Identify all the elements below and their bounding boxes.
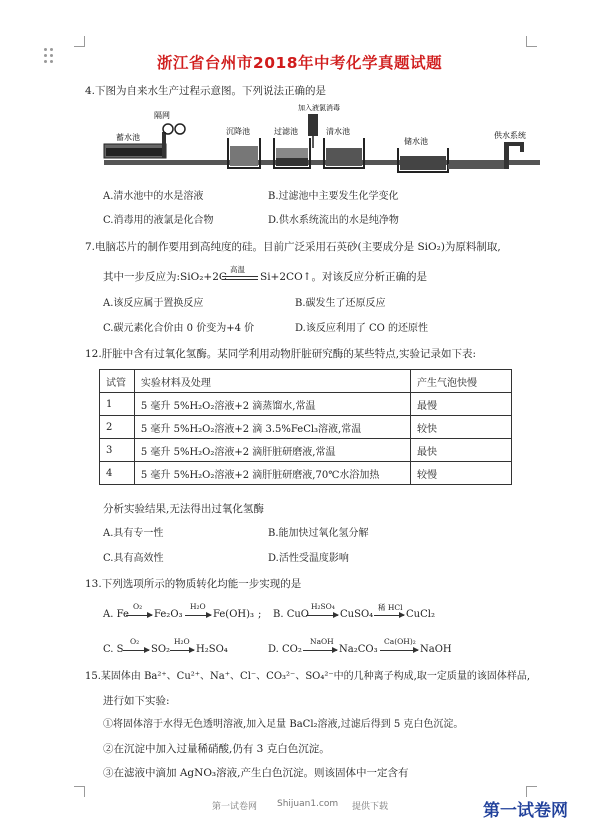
q12-stem: 12.肝脏中含有过氧化氢酶。某同学利用动物肝脏研究酶的某些特点,实验记录如下表: xyxy=(85,348,477,360)
table-cell: 5 毫升 5%H₂O₂溶液+2 滴蒸馏水,常温 xyxy=(134,393,410,416)
table-cell: 5 毫升 5%H₂O₂溶液+2 滴肝脏研磨液,70℃水浴加热 xyxy=(134,462,410,485)
label-chlorine: 加入液氯消毒 xyxy=(298,104,340,112)
q7-equals-line-top xyxy=(222,276,258,277)
table-header: 试管 xyxy=(100,370,135,393)
q13-c-start: C. S xyxy=(103,644,124,655)
q4-option-c: C.消毒用的液氯是化合物 xyxy=(103,215,214,226)
arrow-icon xyxy=(380,650,418,651)
water-treatment-diagram xyxy=(102,104,542,182)
q7-reaction-suffix: Si+2CO↑。对该反应分析正确的是 xyxy=(260,271,427,283)
footer-right: 提供下载 xyxy=(352,802,389,812)
q4-option-d: D.供水系统流出的水是纯净物 xyxy=(268,215,399,226)
q13-d-mid: Na₂CO₃ xyxy=(339,644,378,655)
margin-mark-bottom-left xyxy=(74,786,85,797)
q13-b-mid: CuSO₄ xyxy=(340,609,374,620)
table-row xyxy=(100,439,512,462)
q12-analysis: 分析实验结果,无法得出过氧化氢酶 xyxy=(103,503,264,515)
table-cell: 最快 xyxy=(411,439,512,462)
q13-d-start: D. CO₂ xyxy=(268,644,302,655)
q13-a-cond2: H₂O xyxy=(190,602,206,611)
label-filter: 过滤池 xyxy=(274,127,298,136)
q7-option-b: B.碳发生了还原反应 xyxy=(295,298,386,309)
label-supply: 供水系统 xyxy=(494,131,526,140)
arrow-icon xyxy=(123,650,149,651)
q12-option-d: D.活性受温度影响 xyxy=(268,553,349,564)
q7-stem: 7.电脑芯片的制作要用到高纯度的硅。目前广泛采用石英砂(主要成分是 SiO₂)为原料制取, xyxy=(85,241,501,253)
table-cell: 最慢 xyxy=(411,393,512,416)
q13-d-cond2: Ca(OH)₂ xyxy=(384,637,416,646)
q13-b-cond2: 稀 HCl xyxy=(378,603,403,612)
label-storage: 储水池 xyxy=(404,137,428,146)
label-reservoir: 蓄水池 xyxy=(116,133,140,142)
q13-c-cond2: H₂O xyxy=(174,637,190,646)
q15-step2: ②在沉淀中加入过量稀硝酸,仍有 3 克白色沉淀。 xyxy=(103,743,330,755)
q13-a-mid: Fe₂O₃ xyxy=(154,609,183,620)
table-row xyxy=(100,462,512,485)
q7-reaction-prefix: 其中一步反应为:SiO₂+2C xyxy=(103,271,227,283)
table-cell: 1 xyxy=(100,393,135,416)
q13-b-start: B. CuO xyxy=(273,609,309,620)
q13-a-start: A. Fe xyxy=(103,609,129,620)
q7-reaction-condition: 高温 xyxy=(230,265,245,274)
q15-step3: ③在滤液中滴加 AgNO₃溶液,产生白色沉淀。则该固体中一定含有 xyxy=(103,767,409,779)
q13-a-cond1: O₂ xyxy=(133,602,143,611)
table-row xyxy=(100,393,512,416)
q13-b-cond1: H₂SO₄ xyxy=(311,602,335,611)
q15-step1: ①将固体溶于水得无色透明溶液,加入足量 BaCl₂溶液,过滤后得到 5 克白色沉淀。 xyxy=(103,719,464,730)
arrow-icon xyxy=(306,615,338,616)
q7-equals-line-bottom xyxy=(222,279,258,280)
q15-line2: 进行如下实验: xyxy=(103,695,170,707)
q13-a-separator: ; xyxy=(258,609,262,620)
q12-option-c: C.具有高效性 xyxy=(103,553,164,564)
table-header: 产生气泡快慢 xyxy=(411,370,512,393)
table-cell: 2 xyxy=(100,416,135,439)
table-header-row xyxy=(100,370,512,393)
q13-c-cond1: O₂ xyxy=(130,637,140,646)
margin-mark-top-right xyxy=(526,36,537,47)
q15-stem: 15.某固体由 Ba²⁺、Cu²⁺、Na⁺、Cl⁻、CO₃²⁻、SO₄²⁻中的几种离子构成,取一定质量的该固体样品, xyxy=(85,671,531,682)
q13-d-cond1: NaOH xyxy=(310,637,334,646)
arrow-icon xyxy=(126,615,152,616)
q7-option-c: C.碳元素化合价由 0 价变为+4 价 xyxy=(103,323,255,334)
label-clear-water: 清水池 xyxy=(326,127,350,136)
q12-option-b: B.能加快过氧化氢分解 xyxy=(268,528,369,539)
q12-option-a: A.具有专一性 xyxy=(103,528,164,539)
q4-option-a: A.清水池中的水是溶液 xyxy=(103,191,204,202)
q4-stem: 4.下图为自来水生产过程示意图。下列说法正确的是 xyxy=(85,85,327,97)
label-screen: 隔网 xyxy=(154,111,170,120)
q7-option-a: A.该反应属于置换反应 xyxy=(103,298,204,309)
table-cell: 3 xyxy=(100,439,135,462)
page-title: 浙江省台州市2018年中考化学真题试题 xyxy=(156,54,443,72)
footer-site: Shijuan1.com xyxy=(277,799,339,809)
table-cell: 较快 xyxy=(411,416,512,439)
q13-c-mid: SO₂ xyxy=(151,644,171,655)
table-row xyxy=(100,416,512,439)
q13-a-end: Fe(OH)₃ xyxy=(213,609,255,620)
table-cell: 5 毫升 5%H₂O₂溶液+2 滴肝脏研磨液,常温 xyxy=(134,439,410,462)
arrow-icon xyxy=(374,615,404,616)
arrow-icon xyxy=(185,615,211,616)
table-header: 实验材料及处理 xyxy=(134,370,410,393)
table-cell: 较慢 xyxy=(411,462,512,485)
q13-b-end: CuCl₂ xyxy=(406,609,435,620)
q7-option-d: D.该反应利用了 CO 的还原性 xyxy=(295,323,429,334)
q13-c-end: H₂SO₄ xyxy=(196,644,228,655)
footer-left: 第一试卷网 xyxy=(212,802,258,812)
q13-d-end: NaOH xyxy=(420,644,452,655)
arrow-icon xyxy=(303,650,337,651)
brand-logo-text[interactable]: 第一试卷网 xyxy=(483,801,568,821)
label-sedimentation: 沉降池 xyxy=(226,127,250,136)
q4-option-b: B.过滤池中主要发生化学变化 xyxy=(268,191,399,202)
margin-mark-top-left xyxy=(74,36,85,47)
q12-experiment-table xyxy=(99,369,512,485)
arrow-icon xyxy=(170,650,194,651)
table-cell: 5 毫升 5%H₂O₂溶液+2 滴 3.5%FeCl₃溶液,常温 xyxy=(134,416,410,439)
table-cell: 4 xyxy=(100,462,135,485)
q13-stem: 13.下列选项所示的物质转化均能一步实现的是 xyxy=(85,578,302,590)
